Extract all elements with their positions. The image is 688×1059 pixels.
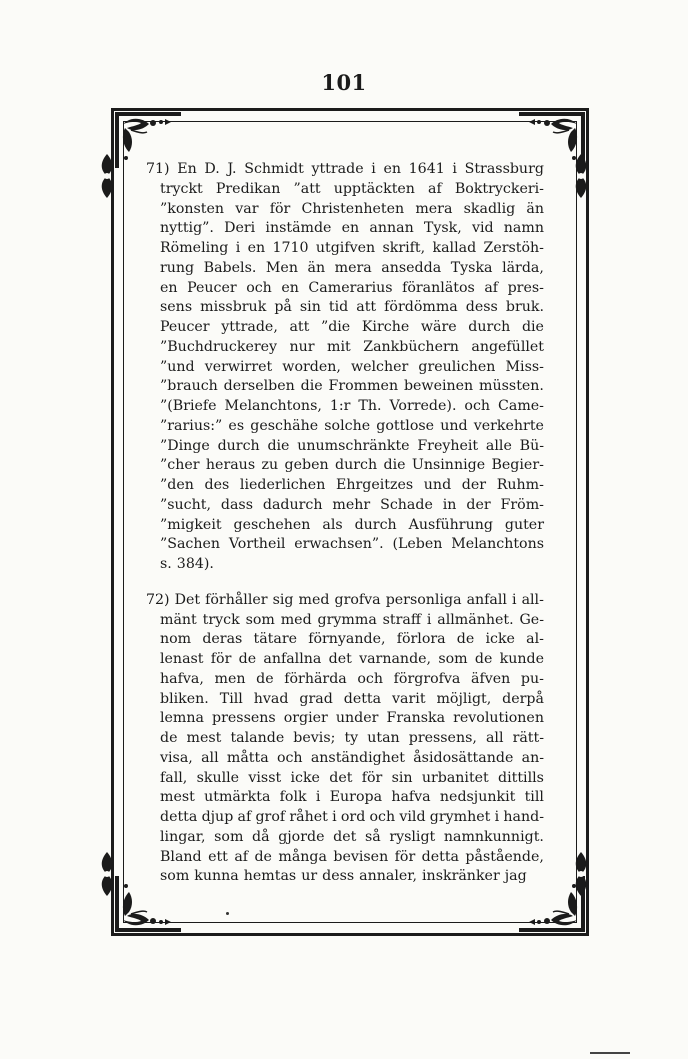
footnote-line: 72) Det förhåller sig med grofva personliga anfall i all- bbox=[146, 591, 544, 608]
footnote-line: visa, all måtta och anständighet åsidosättande an- bbox=[160, 749, 544, 766]
footnote-line: ”cher heraus zu geben durch die Unsinnige Begier- bbox=[160, 457, 544, 474]
side-ornament-right-top-icon bbox=[570, 152, 592, 200]
footnote-line: rung Babels. Men än mera ansedda Tyska lärda, bbox=[160, 259, 544, 276]
footnote-line: tryckt Predikan ”att upptäckten af Boktryckeri- bbox=[160, 180, 544, 197]
footnote-line: ”Sachen Vortheil erwachsen”. (Leben Melanchtons bbox=[160, 536, 544, 553]
footnote-line: ”und verwirret worden, welcher greulichen Miss- bbox=[160, 358, 544, 375]
footnote-line: bliken. Till hvad grad detta varit möjligt, derpå bbox=[160, 690, 544, 707]
footnote-72 bbox=[146, 591, 544, 887]
footnote-line: ”Dinge durch die unumschränkte Freyheit alle Bü- bbox=[160, 437, 544, 454]
footnote-line: ”konsten var för Christenheten mera skadlig än bbox=[160, 200, 544, 217]
footnote-line: en Peucer och en Camerarius föranlätos af pres- bbox=[160, 279, 544, 296]
footnote-line: ”sucht, dass dadurch mehr Schade in der Fröm- bbox=[160, 496, 544, 513]
side-ornament-left-bottom-icon bbox=[96, 850, 118, 898]
footnote-line: ”Buchdruckerey nur mit Zankbüchern angefüllet bbox=[160, 338, 544, 355]
footnote-line: lenast för de anfallna det varnande, som de kunde bbox=[160, 651, 544, 667]
footnote-line: hafva, men de förhärda och förgrofva äfven pu- bbox=[160, 670, 544, 687]
footnote-line: Peucer yttrade, att ”die Kirche wäre durch die bbox=[160, 319, 544, 335]
footnote-line: lemna pressens orgier under Franska revolutionen bbox=[160, 710, 544, 727]
side-ornament-right-bottom-icon bbox=[570, 850, 592, 898]
footnote-line: de mest talande bevis; ty utan pressens, all rätt- bbox=[160, 730, 544, 746]
page-number: 101 bbox=[321, 70, 367, 95]
footnote-line: Bland ett af de många bevisen för detta påstående, bbox=[160, 848, 544, 865]
footnote-line: mänt tryck som med grymma straff i allmänhet. Ge- bbox=[160, 611, 544, 628]
footnote-line: ”migkeit geschehen als durch Ausführung guter bbox=[160, 516, 544, 533]
printer-dot bbox=[226, 912, 229, 915]
footnote-line: Römeling i en 1710 utgifven skrift, kallad Zerstöh- bbox=[160, 240, 544, 256]
footnote-line: s. 384). bbox=[160, 556, 214, 572]
footnote-line: ”brauch derselben die Frommen beweinen müssten. bbox=[160, 378, 544, 395]
footnote-line: mest utmärkta folk i Europa hafva nedsjunkit till bbox=[160, 789, 544, 806]
footnote-line: sens missbruk på sin tid att fördömma dess bruk. bbox=[160, 299, 544, 316]
footnote-line: nom deras tätare förnyande, förlora de icke al- bbox=[160, 631, 544, 648]
footnote-line: ”den des liederlichen Ehrgeitzes und der Ruhm- bbox=[160, 477, 544, 493]
side-ornament-left-top-icon bbox=[96, 152, 118, 200]
footnote-71 bbox=[146, 160, 544, 575]
footnotes-body bbox=[146, 160, 544, 887]
footnote-line: lingar, som då gjorde det så rysligt namnkunnigt. bbox=[160, 828, 544, 845]
footnote-line: fall, skulle visst icke det för sin urbanitet dittills bbox=[160, 769, 544, 786]
footnote-line: nyttig”. Deri instämde en annan Tysk, vid namn bbox=[160, 220, 544, 237]
footnote-line: ”(Briefe Melanchtons, 1:r Th. Vorrede). och Came- bbox=[160, 398, 544, 414]
footnote-line: som kunna hemtas ur dess annaler, inskränker jag bbox=[160, 868, 527, 885]
footnote-line: detta djup af grof råhet i ord och vild grymhet i hand- bbox=[160, 809, 544, 825]
footnote-line: ”rarius:” es geschähe solche gottlose und verkehrte bbox=[160, 417, 544, 434]
footnote-line: 71) En D. J. Schmidt yttrade i en 1641 i Strassburg bbox=[146, 161, 544, 177]
bottom-edge-rule bbox=[590, 1052, 630, 1054]
